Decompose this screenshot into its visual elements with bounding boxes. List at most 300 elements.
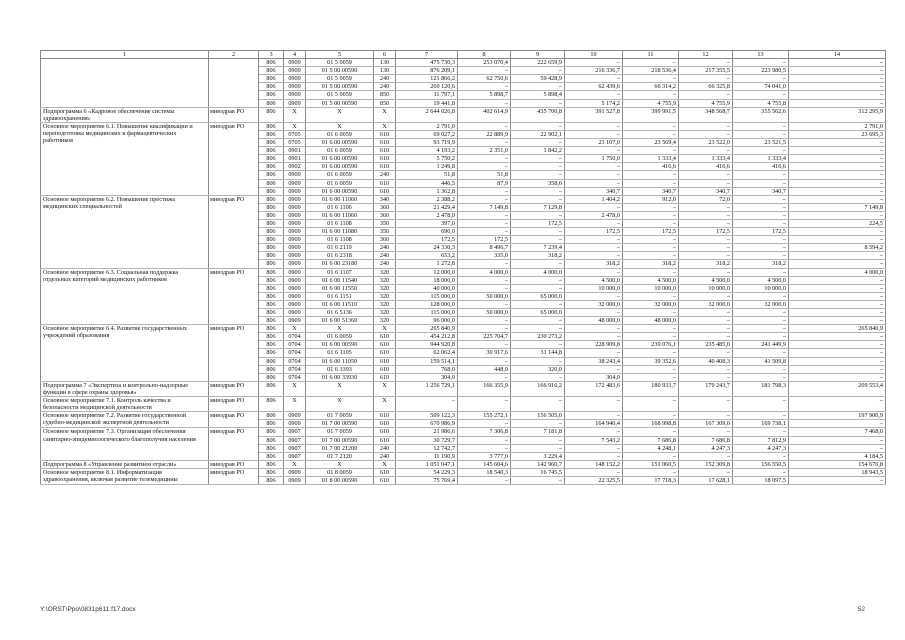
amount-cell: – — [789, 292, 886, 300]
code-cell: 320 — [374, 292, 396, 300]
amount-cell: 22 889,9 — [458, 130, 511, 138]
amount-cell: – — [458, 397, 511, 412]
code-cell: 0704 — [284, 365, 306, 373]
amount-cell: – — [511, 139, 565, 147]
column-number-cell: 8 — [458, 51, 511, 59]
amount-cell: – — [565, 163, 623, 171]
amount-cell: – — [458, 436, 511, 444]
code-cell: 01 6 00 00590 — [306, 139, 374, 147]
amount-cell: 18 000,0 — [396, 276, 458, 284]
amount-cell: – — [458, 373, 511, 381]
amount-cell: 38 243,4 — [565, 357, 623, 365]
code-cell: 806 — [259, 452, 284, 460]
amount-cell: 48 000,0 — [565, 317, 623, 325]
amount-cell: 8 496,7 — [458, 244, 511, 252]
amount-cell: – — [458, 444, 511, 452]
amount-cell: 87,9 — [458, 179, 511, 187]
code-cell: 0901 — [284, 147, 306, 155]
amount-cell: 4 000,0 — [511, 268, 565, 276]
code-cell: 0705 — [284, 139, 306, 147]
column-number-cell: 13 — [733, 51, 789, 59]
code-cell: 01 6 00 00590 — [306, 341, 374, 349]
amount-cell: 51,8 — [458, 171, 511, 179]
program-name-cell: Основное мероприятие 7.3. Организация обеспечения санитарно-эпидемиологического благополучия населения — [41, 428, 209, 460]
code-cell: 240 — [374, 75, 396, 83]
amount-cell: 4 500,0 — [565, 276, 623, 284]
amount-cell: – — [565, 179, 623, 187]
program-name-cell: Основное мероприятие 6.1. Повышение квалификации и переподготовка медицинских и фармацевтических работников — [41, 122, 209, 195]
amount-cell: 402 614,9 — [458, 107, 511, 122]
amount-cell: 30 729,7 — [396, 436, 458, 444]
code-cell: 01 6 00 33930 — [306, 373, 374, 381]
amount-cell: 335,0 — [458, 252, 511, 260]
code-cell: 240 — [374, 244, 396, 252]
column-number-cell: 7 — [396, 51, 458, 59]
amount-cell: 156 550,5 — [733, 460, 789, 468]
amount-cell: 7 149,8 — [789, 203, 886, 211]
amount-cell: 96 000,0 — [396, 317, 458, 325]
amount-cell: – — [458, 357, 511, 365]
code-cell: 01 6 00 11080 — [306, 228, 374, 236]
amount-cell: – — [458, 476, 511, 484]
code-cell: 806 — [259, 252, 284, 260]
amount-cell: – — [565, 452, 623, 460]
code-cell: 0909 — [284, 260, 306, 268]
amount-cell: 21 986,6 — [396, 428, 458, 436]
amount-cell: – — [623, 468, 679, 476]
amount-cell: – — [511, 122, 565, 130]
column-number-cell: 10 — [565, 51, 623, 59]
code-cell: 806 — [259, 83, 284, 91]
amount-cell: 690,0 — [396, 228, 458, 236]
amount-cell: – — [565, 397, 623, 412]
code-cell: 806 — [259, 365, 284, 373]
amount-cell: 179 243,7 — [679, 381, 733, 396]
code-cell: 0909 — [284, 59, 306, 67]
code-cell: 610 — [374, 130, 396, 138]
column-number-cell: 9 — [511, 51, 565, 59]
amount-cell: – — [623, 179, 679, 187]
amount-cell: – — [789, 397, 886, 412]
code-cell: 610 — [374, 349, 396, 357]
amount-cell: – — [789, 59, 886, 67]
amount-cell: – — [623, 325, 679, 333]
code-cell: 610 — [374, 468, 396, 476]
amount-cell: – — [623, 292, 679, 300]
code-cell: 01 5 0059 — [306, 75, 374, 83]
code-cell: 0705 — [284, 130, 306, 138]
code-cell: 320 — [374, 276, 396, 284]
amount-cell: – — [733, 452, 789, 460]
amount-cell: – — [679, 412, 733, 420]
code-cell: 0909 — [284, 179, 306, 187]
amount-cell: 4 184,5 — [789, 452, 886, 460]
amount-cell: 241 449,9 — [733, 341, 789, 349]
code-cell: 240 — [374, 252, 396, 260]
amount-cell: 3 777,0 — [458, 452, 511, 460]
code-cell: 806 — [259, 99, 284, 107]
code-cell: 240 — [374, 171, 396, 179]
amount-cell: 269 120,6 — [396, 83, 458, 91]
amount-cell: – — [458, 341, 511, 349]
amount-cell: 172 483,6 — [565, 381, 623, 396]
code-cell: 610 — [374, 428, 396, 436]
amount-cell: 66 325,8 — [679, 83, 733, 91]
amount-cell: – — [565, 91, 623, 99]
amount-cell: 653,2 — [396, 252, 458, 260]
amount-cell: 318,2 — [623, 260, 679, 268]
amount-cell: – — [623, 130, 679, 138]
code-cell: 320 — [374, 300, 396, 308]
amount-cell: – — [789, 75, 886, 83]
code-cell: 806 — [259, 460, 284, 468]
amount-cell: – — [733, 468, 789, 476]
amount-cell: 222 659,9 — [511, 59, 565, 67]
code-cell: 01 6 1108 — [306, 219, 374, 227]
amount-cell: 2 478,0 — [565, 211, 623, 219]
amount-cell: 448,0 — [458, 365, 511, 373]
code-cell: 01 7 00 00590 — [306, 436, 374, 444]
amount-cell: – — [511, 436, 565, 444]
amount-cell: 399 991,5 — [623, 107, 679, 122]
amount-cell: 4 755,8 — [733, 99, 789, 107]
amount-cell: 22 902,1 — [511, 130, 565, 138]
column-number-cell: 14 — [789, 51, 886, 59]
amount-cell: – — [679, 317, 733, 325]
amount-cell: – — [733, 179, 789, 187]
amount-cell: – — [565, 468, 623, 476]
code-cell: 806 — [259, 317, 284, 325]
amount-cell: 1 362,8 — [396, 187, 458, 195]
amount-cell: 355 562,6 — [733, 107, 789, 122]
amount-cell: 172,5 — [511, 219, 565, 227]
amount-cell: 1 272,8 — [396, 260, 458, 268]
table-row — [41, 325, 886, 333]
code-cell: 806 — [259, 179, 284, 187]
code-cell: 806 — [259, 373, 284, 381]
table-row — [41, 397, 886, 412]
code-cell: 360 — [374, 236, 396, 244]
responsible-cell: минздрав РО — [209, 325, 259, 382]
amount-cell: – — [789, 436, 886, 444]
code-cell: 806 — [259, 349, 284, 357]
responsible-cell: минздрав РО — [209, 381, 259, 396]
amount-cell: – — [679, 397, 733, 412]
amount-cell: 2 351,0 — [458, 147, 511, 155]
amount-cell: – — [623, 397, 679, 412]
responsible-cell: минздрав РО — [209, 122, 259, 195]
table-row — [41, 268, 886, 276]
amount-cell: 59 428,9 — [511, 75, 565, 83]
amount-cell: 62 062,4 — [396, 349, 458, 357]
amount-cell: – — [458, 187, 511, 195]
amount-cell: – — [511, 211, 565, 219]
amount-cell: 12 000,0 — [396, 268, 458, 276]
amount-cell: – — [623, 365, 679, 373]
code-cell: 806 — [259, 381, 284, 396]
code-cell: 350 — [374, 228, 396, 236]
amount-cell: 4 248,1 — [623, 444, 679, 452]
amount-cell: 32 000,0 — [679, 300, 733, 308]
amount-cell: 62 439,6 — [565, 83, 623, 91]
code-cell: 01 6 00 51360 — [306, 317, 374, 325]
amount-cell: 62 750,6 — [458, 75, 511, 83]
amount-cell: 218 536,4 — [623, 67, 679, 75]
amount-cell: – — [623, 211, 679, 219]
amount-cell: 358,6 — [511, 179, 565, 187]
table-row — [41, 468, 886, 476]
amount-cell: – — [679, 179, 733, 187]
amount-cell: 155 272,1 — [458, 412, 511, 420]
code-cell: 320 — [374, 317, 396, 325]
amount-cell: – — [511, 397, 565, 412]
amount-cell: – — [789, 67, 886, 75]
amount-cell: – — [511, 171, 565, 179]
amount-cell: 41 509,8 — [733, 357, 789, 365]
code-cell: 0909 — [284, 203, 306, 211]
code-cell: 806 — [259, 187, 284, 195]
code-cell: 340 — [374, 195, 396, 203]
code-cell: 360 — [374, 203, 396, 211]
amount-cell: 10 000,0 — [565, 284, 623, 292]
amount-cell: – — [511, 420, 565, 428]
code-cell: 01 6 00 11510 — [306, 300, 374, 308]
amount-cell: 154 676,8 — [789, 460, 886, 468]
code-cell: 610 — [374, 333, 396, 341]
amount-cell: – — [458, 300, 511, 308]
amount-cell: 475 730,3 — [396, 59, 458, 67]
code-cell: X — [374, 397, 396, 412]
amount-cell: 69 027,2 — [396, 130, 458, 138]
amount-cell: – — [623, 428, 679, 436]
code-cell: 240 — [374, 83, 396, 91]
code-cell: 01 8 0059 — [306, 468, 374, 476]
code-cell: 0909 — [284, 83, 306, 91]
code-cell: 0909 — [284, 284, 306, 292]
amount-cell: – — [679, 130, 733, 138]
amount-cell: – — [789, 187, 886, 195]
amount-cell: 912,0 — [623, 195, 679, 203]
amount-cell: 340,7 — [623, 187, 679, 195]
amount-cell: 168 998,8 — [623, 420, 679, 428]
amount-cell: – — [623, 452, 679, 460]
amount-cell: – — [511, 444, 565, 452]
code-cell: 806 — [259, 195, 284, 203]
program-name-cell — [41, 59, 209, 108]
amount-cell: 265 840,9 — [789, 325, 886, 333]
amount-cell: 93 719,9 — [396, 139, 458, 147]
code-cell: 610 — [374, 476, 396, 484]
amount-cell: – — [733, 292, 789, 300]
code-cell: X — [284, 325, 306, 333]
amount-cell: 23 695,3 — [789, 130, 886, 138]
amount-cell: 197 900,9 — [789, 412, 886, 420]
code-cell: 0909 — [284, 171, 306, 179]
code-cell: 0909 — [284, 412, 306, 420]
amount-cell: 5 750,2 — [396, 155, 458, 163]
amount-cell: – — [623, 309, 679, 317]
code-cell: 01 6 00 11060 — [306, 211, 374, 219]
amount-cell: 230 273,2 — [511, 333, 565, 341]
code-cell: 320 — [374, 284, 396, 292]
code-cell: 806 — [259, 219, 284, 227]
amount-cell: 416,6 — [623, 163, 679, 171]
amount-cell: – — [679, 211, 733, 219]
amount-cell: 172,5 — [565, 228, 623, 236]
amount-cell: 30 917,6 — [458, 349, 511, 357]
amount-cell: 167 309,6 — [679, 420, 733, 428]
code-cell: 01 7 00 00590 — [306, 420, 374, 428]
code-cell: 01 5 0059 — [306, 59, 374, 67]
amount-cell: 209 553,4 — [789, 381, 886, 396]
amount-cell: 340,7 — [565, 187, 623, 195]
amount-cell: – — [511, 300, 565, 308]
amount-cell: – — [458, 211, 511, 219]
code-cell: 806 — [259, 444, 284, 452]
code-cell: 806 — [259, 228, 284, 236]
amount-cell: 72,0 — [679, 195, 733, 203]
amount-cell: 31 144,8 — [511, 349, 565, 357]
amount-cell: 768,0 — [396, 365, 458, 373]
amount-cell: – — [623, 244, 679, 252]
amount-cell: – — [565, 349, 623, 357]
amount-cell: – — [789, 83, 886, 91]
amount-cell: – — [679, 309, 733, 317]
program-name-cell: Основное мероприятие 7.2. Развитие государственной судебно-медицинской экспертной деятельности — [41, 412, 209, 428]
amount-cell: 156 505,0 — [511, 412, 565, 420]
amount-cell: 23 521,5 — [733, 139, 789, 147]
amount-cell: – — [565, 122, 623, 130]
amount-cell: – — [623, 349, 679, 357]
amount-cell: – — [733, 122, 789, 130]
amount-cell: 23 107,0 — [565, 139, 623, 147]
code-cell: 01 6 1151 — [306, 292, 374, 300]
code-cell: 01 7 00 21200 — [306, 444, 374, 452]
amount-cell: 164 940,4 — [565, 420, 623, 428]
amount-cell: – — [789, 444, 886, 452]
amount-cell: – — [789, 179, 886, 187]
amount-cell: 312 295,9 — [789, 107, 886, 122]
amount-cell: 8 594,2 — [789, 244, 886, 252]
code-cell: 01 5 0059 — [306, 91, 374, 99]
code-cell: 01 6 00 11050 — [306, 357, 374, 365]
code-cell: 0909 — [284, 292, 306, 300]
code-cell: 0704 — [284, 357, 306, 365]
code-cell: 320 — [374, 309, 396, 317]
amount-cell: 397,0 — [396, 219, 458, 227]
code-cell: 806 — [259, 155, 284, 163]
code-cell: 806 — [259, 333, 284, 341]
amount-cell: – — [679, 292, 733, 300]
amount-cell: 7 812,9 — [733, 436, 789, 444]
amount-cell: – — [733, 268, 789, 276]
amount-cell: – — [789, 236, 886, 244]
code-cell: 0909 — [284, 420, 306, 428]
amount-cell: – — [565, 59, 623, 67]
amount-cell: 5 174,2 — [565, 99, 623, 107]
code-cell: 806 — [259, 139, 284, 147]
amount-cell: – — [789, 357, 886, 365]
code-cell: 610 — [374, 412, 396, 420]
amount-cell: – — [458, 317, 511, 325]
code-cell: X — [284, 397, 306, 412]
amount-cell: 318,2 — [733, 260, 789, 268]
code-cell: 01 6 1107 — [306, 268, 374, 276]
amount-cell: 1 333,4 — [623, 155, 679, 163]
code-cell: 806 — [259, 436, 284, 444]
amount-cell: – — [623, 59, 679, 67]
budget-table — [40, 50, 886, 485]
amount-cell: – — [511, 373, 565, 381]
code-cell: 806 — [259, 130, 284, 138]
responsible-cell: минздрав РО — [209, 268, 259, 325]
table-row — [41, 107, 886, 122]
amount-cell: – — [679, 333, 733, 341]
amount-cell: – — [679, 373, 733, 381]
code-cell: 01 6 2119 — [306, 244, 374, 252]
amount-cell: 4 755,9 — [679, 99, 733, 107]
amount-cell: – — [733, 333, 789, 341]
amount-cell: 172,5 — [396, 236, 458, 244]
amount-cell: – — [511, 476, 565, 484]
code-cell: 806 — [259, 236, 284, 244]
amount-cell: – — [789, 309, 886, 317]
amount-cell: – — [733, 365, 789, 373]
amount-cell: – — [679, 365, 733, 373]
amount-cell: – — [623, 268, 679, 276]
amount-cell: 1 333,4 — [733, 155, 789, 163]
amount-cell: 40 000,0 — [396, 284, 458, 292]
code-cell: 0704 — [284, 333, 306, 341]
code-cell: 806 — [259, 203, 284, 211]
code-cell: 610 — [374, 147, 396, 155]
amount-cell: – — [679, 452, 733, 460]
column-number-cell: 4 — [284, 51, 306, 59]
code-cell: 806 — [259, 260, 284, 268]
code-cell: 610 — [374, 155, 396, 163]
amount-cell: – — [679, 203, 733, 211]
code-cell: 806 — [259, 107, 284, 122]
amount-cell: – — [789, 260, 886, 268]
amount-cell: – — [458, 67, 511, 75]
amount-cell: – — [789, 195, 886, 203]
column-number-cell: 1 — [41, 51, 209, 59]
code-cell: 806 — [259, 284, 284, 292]
amount-cell: – — [511, 236, 565, 244]
amount-cell: 166 355,9 — [458, 381, 511, 396]
amount-cell: – — [565, 444, 623, 452]
amount-cell: – — [733, 195, 789, 203]
code-cell: 850 — [374, 99, 396, 107]
code-cell: 806 — [259, 292, 284, 300]
code-cell: 01 6 0059 — [306, 171, 374, 179]
amount-cell: 670 986,9 — [396, 420, 458, 428]
code-cell: 806 — [259, 276, 284, 284]
amount-cell: – — [511, 163, 565, 171]
amount-cell: – — [458, 163, 511, 171]
code-cell: 610 — [374, 357, 396, 365]
amount-cell: 1 333,4 — [679, 155, 733, 163]
amount-cell: – — [623, 91, 679, 99]
column-number-cell: 6 — [374, 51, 396, 59]
amount-cell: – — [733, 349, 789, 357]
amount-cell: 151 060,5 — [623, 460, 679, 468]
amount-cell: 32 000,0 — [565, 300, 623, 308]
amount-cell: – — [565, 325, 623, 333]
amount-cell: 318,2 — [511, 252, 565, 260]
code-cell: 0907 — [284, 428, 306, 436]
amount-cell: 23 522,0 — [679, 139, 733, 147]
